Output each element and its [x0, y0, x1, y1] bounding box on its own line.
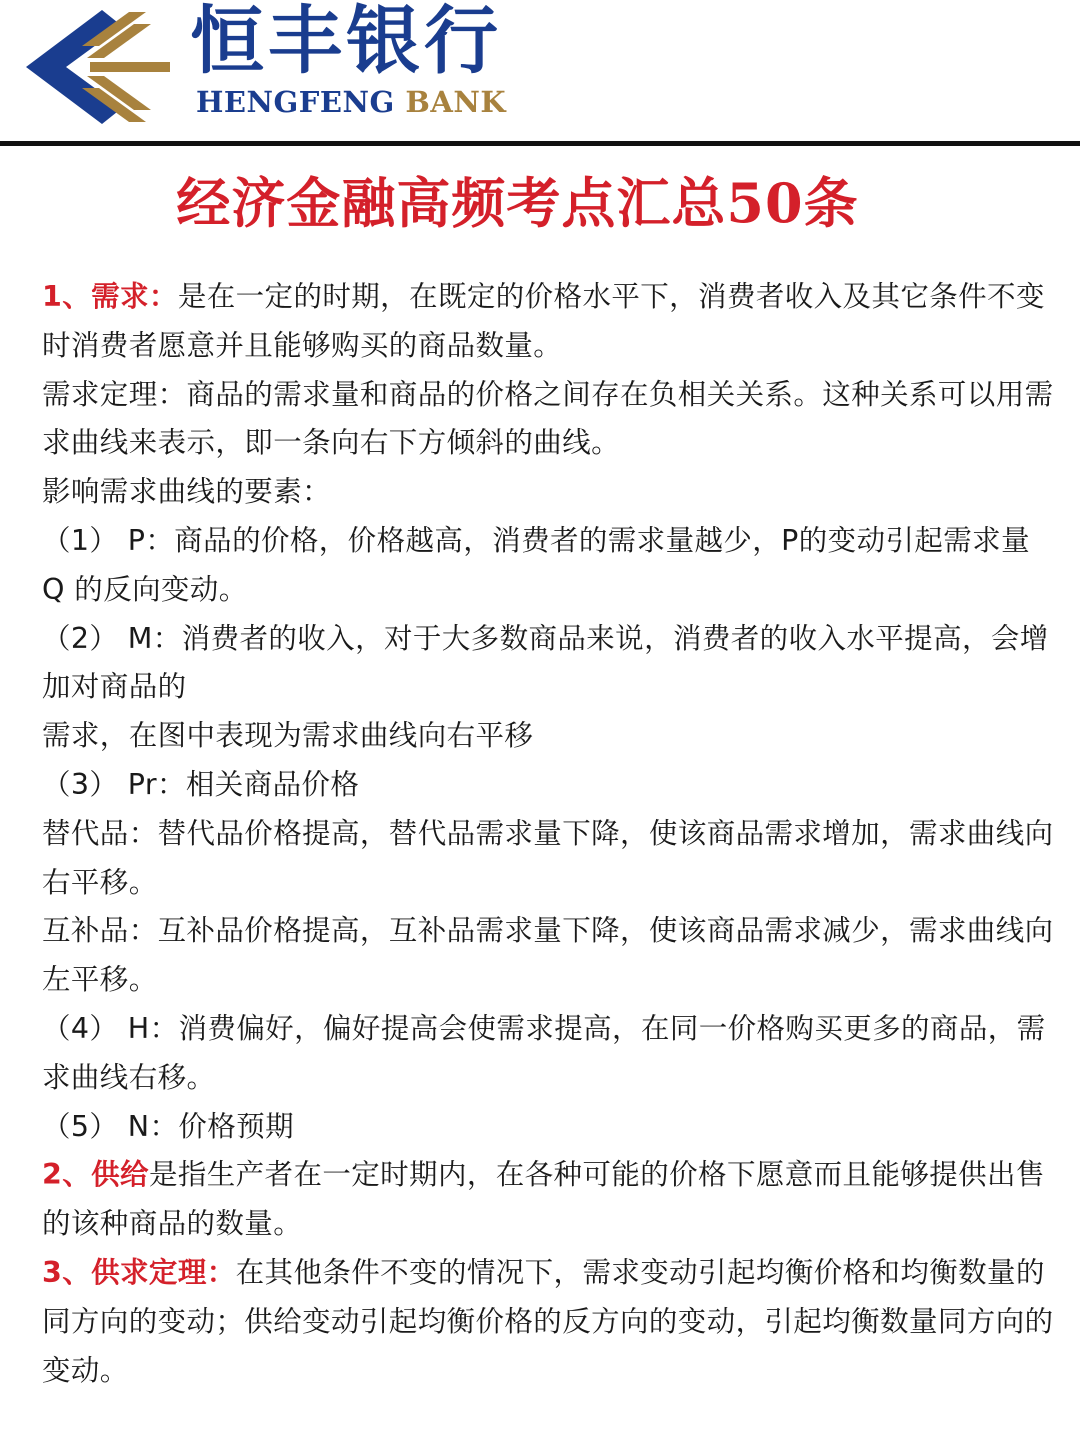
paragraph	[42, 1249, 1054, 1395]
paragraph-text: （1） P：商品的价格，价格越高，消费者的需求量越少，P的变动引起需求量 Q 的反向变动。	[42, 523, 1030, 606]
bank-name-en-part2: BANK	[405, 85, 507, 119]
paragraph	[42, 761, 1054, 810]
paragraph	[42, 1005, 1054, 1103]
paragraph	[42, 517, 1054, 615]
bank-name-en-part1: HENGFENG	[196, 85, 395, 119]
paragraph	[42, 810, 1054, 908]
paragraph-text: 是指生产者在一定时期内，在各种可能的价格下愿意而且能够提供出售的该种商品的数量。	[42, 1158, 1045, 1241]
paragraph	[42, 273, 1054, 371]
article-body	[42, 273, 1054, 1395]
bank-logo-icon	[26, 10, 176, 125]
paragraph	[42, 468, 1054, 517]
bank-name-en	[196, 85, 507, 119]
paragraph	[42, 1151, 1054, 1249]
header-divider	[0, 141, 1080, 146]
paragraph-text: （2） M：消费者的收入，对于大多数商品来说，消费者的收入水平提高，会增加对商品的	[42, 621, 1049, 704]
paragraph	[42, 907, 1054, 1005]
header	[0, 0, 1080, 140]
paragraph	[42, 615, 1054, 713]
paragraph	[42, 712, 1054, 761]
paragraph	[42, 1103, 1054, 1152]
paragraph-text: 影响需求曲线的要素：	[42, 475, 332, 509]
paragraph-text: 在其他条件不变的情况下，需求变动引起均衡价格和均衡数量的同方向的变动；供给变动引起均衡价格的反方向的变动，引起均衡数量同方向的变动。	[42, 1255, 1054, 1387]
paragraph-text: 需求定理：商品的需求量和商品的价格之间存在负相关关系。这种关系可以用需求曲线来表示，即一条向右下方倾斜的曲线。	[42, 377, 1054, 460]
paragraph-text: （5） N：价格预期	[42, 1109, 295, 1143]
page-title: 经济金融高频考点汇总50条	[176, 171, 859, 235]
paragraph-text: 需求，在图中表现为需求曲线向右平移	[42, 719, 534, 753]
paragraph-prefix: 3、供求定理：	[42, 1255, 236, 1289]
paragraph-text: 是在一定的时期，在既定的价格水平下，消费者收入及其它条件不变时消费者愿意并且能够购买的商品数量。	[42, 280, 1045, 362]
bank-name-cn: 恒丰银行	[190, 0, 502, 84]
paragraph-prefix: 2、供给	[42, 1158, 149, 1192]
paragraph-text: （4） H：消费偏好，偏好提高会使需求提高，在同一价格购买更多的商品，需求曲线右移。	[42, 1011, 1046, 1094]
paragraph	[42, 371, 1054, 469]
paragraph-prefix: 1、需求：	[42, 280, 178, 313]
paragraph-text: 互补品：互补品价格提高，互补品需求量下降，使该商品需求减少，需求曲线向左平移。	[42, 914, 1054, 997]
paragraph-text: （3） Pr：相关商品价格	[42, 767, 360, 801]
paragraph-text: 替代品：替代品价格提高，替代品需求量下降，使该商品需求增加，需求曲线向右平移。	[42, 816, 1054, 899]
